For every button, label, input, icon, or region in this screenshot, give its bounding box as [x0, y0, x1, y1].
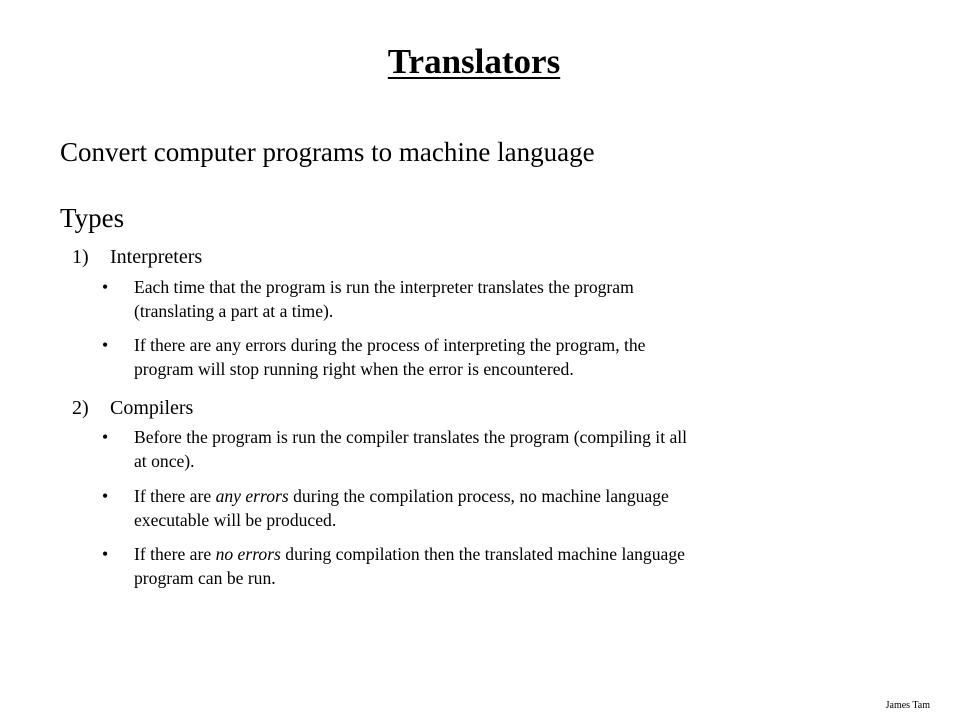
emphasis-text: any errors [215, 486, 289, 506]
bullet-text: If there are any errors during the compilation process, no machine language executable will be produced. [134, 486, 669, 530]
bullet-icon: • [102, 427, 109, 447]
item-number: 1) [72, 246, 89, 268]
slide-title: Translators [387, 42, 561, 81]
bullet-text: Before the program is run the compiler translates the program (compiling it all at once). [134, 427, 688, 471]
bullet-icon: • [102, 544, 109, 564]
bullet-text: Each time that the program is run the interpreter translates the program (translating a part at a time). [134, 277, 634, 321]
item-number: 2) [72, 397, 89, 419]
types-heading: Types [60, 203, 125, 233]
footer-author: James Tam [885, 700, 930, 711]
bullet-text: If there are no errors during compilation then the translated machine language program can be run. [134, 544, 685, 588]
item-label: Interpreters [110, 246, 203, 268]
bullet-icon: • [102, 335, 109, 355]
bullet-text: If there are any errors during the process of interpreting the program, the program will stop running right when the error is encountered. [134, 335, 646, 379]
subtitle: Convert computer programs to machine language [60, 137, 595, 167]
bullet-icon: • [102, 277, 109, 297]
emphasis-text: no errors [215, 544, 281, 564]
item-label: Compilers [110, 397, 194, 419]
bullet-icon: • [102, 486, 109, 506]
